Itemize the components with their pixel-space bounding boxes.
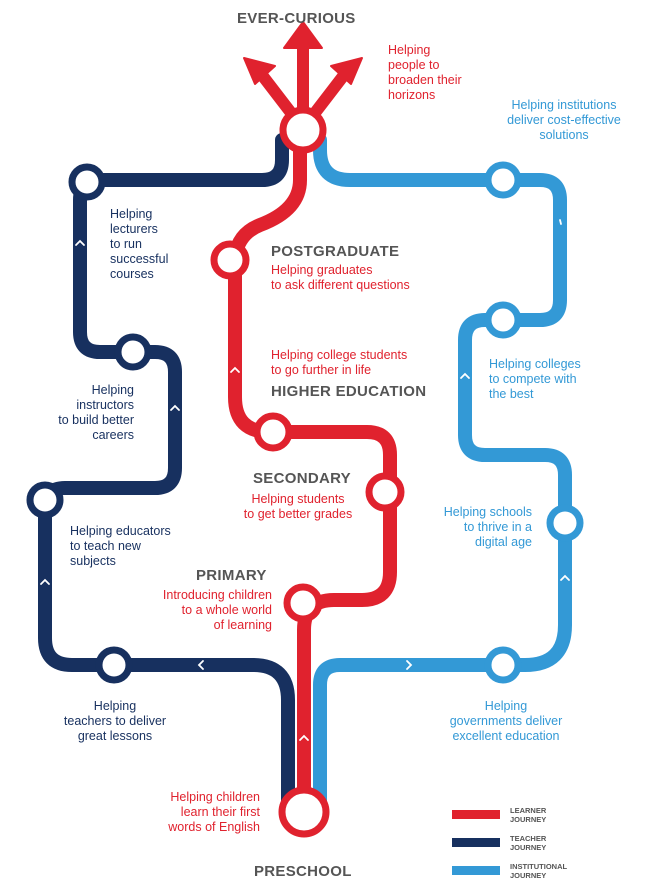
caption-teacher-lecturers: Helping lecturers to run successful courses xyxy=(110,207,169,281)
caption-institution-institutions: Helping institutions deliver cost-effective solutions xyxy=(507,98,621,142)
legend-swatch-teacher xyxy=(452,838,500,847)
legend-label-learner: LEARNER JOURNEY xyxy=(510,806,547,824)
station-higher-education xyxy=(257,416,289,448)
caption-learner-higher-education: Helping college students to go further in life xyxy=(271,348,408,377)
caption-institution-schools: Helping schools to thrive in a digital age xyxy=(443,505,532,549)
legend-swatch-institutional xyxy=(452,866,500,875)
stage-postgraduate: POSTGRADUATE xyxy=(271,243,400,260)
station-ever-curious xyxy=(283,110,323,150)
arrows-icon xyxy=(244,22,362,118)
caption-institution-governments: Helping governments deliver excellent education xyxy=(449,699,563,743)
stage-primary: PRIMARY xyxy=(196,567,267,584)
station-postgraduate xyxy=(214,244,246,276)
legend-swatches xyxy=(452,810,500,875)
stage-higher-education: HIGHER EDUCATION xyxy=(271,383,427,400)
caption-institution-colleges: Helping colleges to compete with the best xyxy=(489,357,581,401)
caption-learner-postgraduate: Helping graduates to ask different questions xyxy=(271,263,410,292)
station-institutions xyxy=(488,165,518,195)
caption-teacher-instructors: Helping instructors to build better careers xyxy=(58,383,134,442)
legend-swatch-learner xyxy=(452,810,500,819)
legend-label-teacher: TEACHER JOURNEY xyxy=(510,834,547,852)
stage-secondary: SECONDARY xyxy=(253,470,351,487)
station-schools xyxy=(550,508,580,538)
caption-learner-primary: Introducing children to a whole world of learning xyxy=(162,588,272,632)
stage-preschool: PRESCHOOL xyxy=(254,863,352,880)
caption-learner-preschool: Helping children learn their first words of English xyxy=(168,790,260,834)
caption-learner-secondary: Helping students to get better grades xyxy=(243,492,353,521)
station-educators xyxy=(30,485,60,515)
station-preschool xyxy=(282,790,326,834)
caption-learner-ever-curious: Helping people to broaden their horizons xyxy=(388,43,462,102)
station-lecturers xyxy=(72,167,102,197)
legend-label-institutional: INSTITUTIONAL JOURNEY xyxy=(510,862,568,880)
station-instructors xyxy=(118,337,148,367)
station-governments xyxy=(488,650,518,680)
station-teachers xyxy=(99,650,129,680)
station-colleges xyxy=(488,305,518,335)
station-secondary xyxy=(369,476,401,508)
caption-teacher-educators: Helping educators to teach new subjects xyxy=(70,524,171,568)
station-primary xyxy=(287,587,319,619)
caption-teacher-teachers: Helping teachers to deliver great lessons xyxy=(63,699,167,743)
learner-journey-line xyxy=(235,130,390,805)
stage-ever-curious: EVER-CURIOUS xyxy=(237,10,356,27)
